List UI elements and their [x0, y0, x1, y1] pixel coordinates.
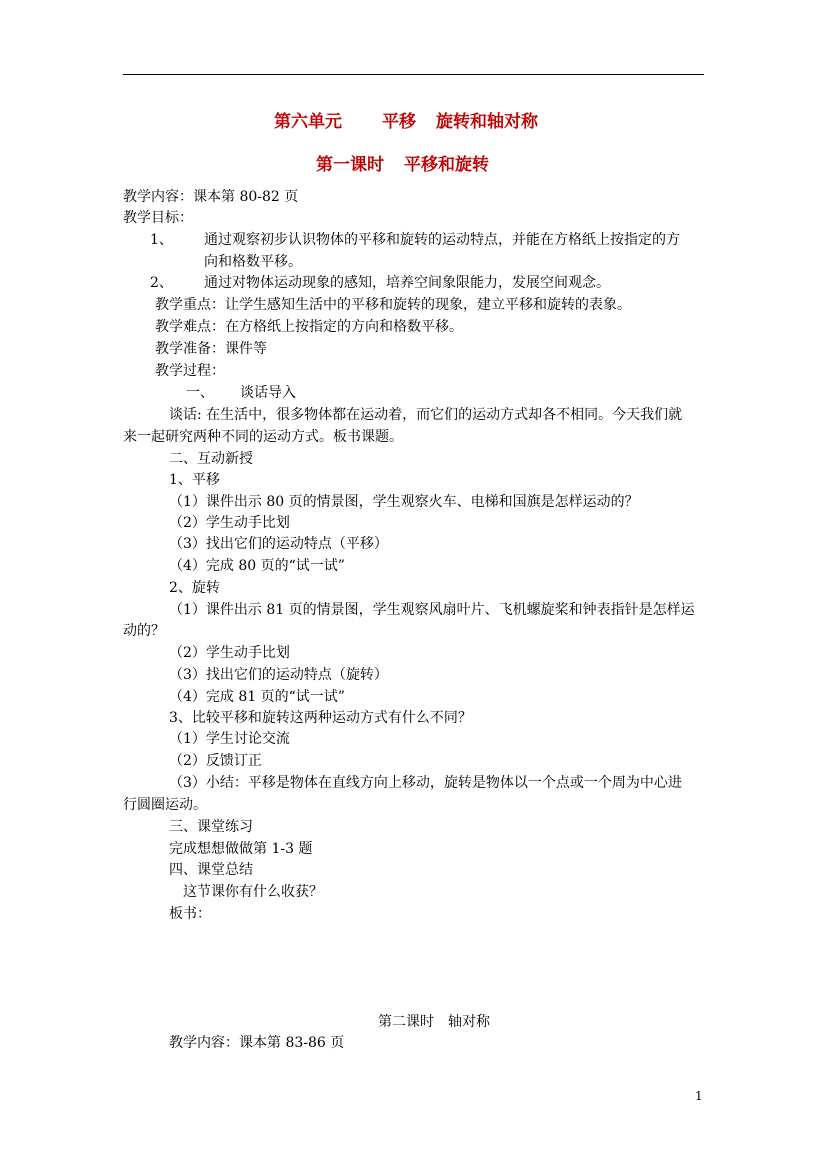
list-item: （2）学生动手比划 — [169, 515, 290, 531]
objective-text: 通过对物体运动现象的感知，培养空间象限能力，发展空间观念。 — [204, 275, 610, 291]
lesson2-content: 教学内容：课本第 83-86 页 — [169, 1035, 345, 1051]
board-heading: 板书： — [169, 906, 211, 922]
objective-number: 1、 — [150, 232, 173, 248]
step-4: 四、课堂总结 — [169, 862, 253, 878]
list-item: （3）找出它们的运动特点（平移） — [169, 536, 388, 552]
lesson1-title-part: 平移和旋转 — [404, 155, 489, 175]
section-rotation: 2、旋转 — [169, 580, 220, 596]
talk-paragraph-cont: 来一起研究两种不同的运动方式。板书课题。 — [123, 429, 403, 445]
list-item: （1）学生讨论交流 — [169, 731, 290, 747]
objectives-heading: 教学目标： — [123, 210, 193, 226]
key-point: 教学重点：让学生感知生活中的平移和旋转的现象，建立平移和旋转的表象。 — [155, 297, 631, 313]
step-3-detail: 完成想想做做第 1-3 题 — [169, 841, 313, 857]
list-item: （1）课件出示 81 页的情景图，学生观察风扇叶片、飞机螺旋桨和钟表指针是怎样运 — [169, 602, 695, 618]
objective-number: 2、 — [150, 275, 173, 291]
lesson2-title — [378, 1012, 490, 1032]
list-item: （4）完成 81 页的“试一试” — [169, 689, 345, 705]
difficulty: 教学难点：在方格纸上按指定的方向和格数平移。 — [155, 319, 463, 335]
lesson2-title-part: 轴对称 — [448, 1014, 490, 1030]
talk-paragraph: 谈话: 在生活中，很多物体都在运动着，而它们的运动方式却各不相同。今天我们就 — [169, 407, 683, 423]
objective-1-cont: 向和格数平移。 — [204, 254, 302, 270]
step-number: 一、 — [186, 385, 214, 401]
step-1 — [186, 383, 296, 403]
lesson1-title — [316, 155, 489, 175]
unit-title — [274, 112, 538, 132]
unit-title-part: 旋转和轴对称 — [436, 112, 538, 132]
step-4-detail: 这节课你有什么收获？ — [183, 884, 323, 900]
step-label: 谈话导入 — [240, 385, 296, 401]
lesson2-title-part: 第二课时 — [378, 1014, 434, 1030]
step-2: 二、互动新授 — [169, 451, 253, 467]
objective-2 — [150, 273, 610, 293]
process-heading: 教学过程： — [155, 363, 225, 379]
teaching-content: 教学内容：课本第 80-82 页 — [123, 189, 299, 205]
list-item: （2）学生动手比划 — [169, 645, 290, 661]
section-translation: 1、平移 — [169, 472, 220, 488]
list-item: （4）完成 80 页的“试一试” — [169, 558, 345, 574]
page-number: 1 — [695, 1089, 703, 1103]
list-item: （1）课件出示 80 页的情景图，学生观察火车、电梯和国旗是怎样运动的？ — [169, 494, 639, 510]
list-item: （3）小结：平移是物体在直线方向上移动，旋转是物体以一个点或一个周为中心进 — [169, 775, 682, 791]
list-item: （2）反馈订正 — [169, 753, 262, 769]
header-rule — [123, 74, 704, 75]
objective-text: 通过观察初步认识物体的平移和旋转的运动特点，并能在方格纸上按指定的方 — [204, 232, 680, 248]
unit-title-part: 第六单元 — [274, 112, 342, 132]
list-item-cont: 动的？ — [123, 623, 165, 639]
list-item-cont: 行圆圈运动。 — [123, 797, 207, 813]
lesson1-title-part: 第一课时 — [316, 155, 384, 175]
section-compare: 3、比较平移和旋转这两种运动方式有什么不同？ — [169, 710, 472, 726]
preparation: 教学准备：课件等 — [155, 341, 267, 357]
unit-title-part: 平移 — [382, 112, 416, 132]
step-3: 三、课堂练习 — [169, 819, 253, 835]
objective-1 — [150, 230, 680, 250]
list-item: （3）找出它们的运动特点（旋转） — [169, 667, 388, 683]
